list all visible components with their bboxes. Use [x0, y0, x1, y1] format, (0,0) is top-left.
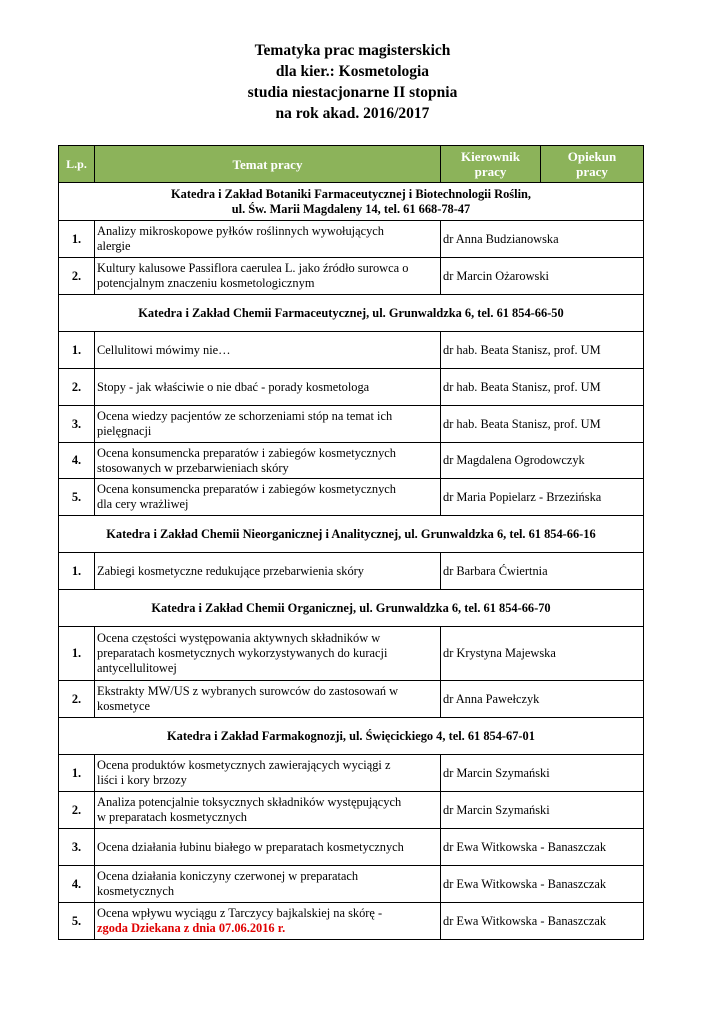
- row-number: 2.: [59, 681, 95, 718]
- department-name-line: Katedra i Zakład Farmakognozji, ul. Święcickiego 4, tel. 61 854-67-01: [167, 728, 535, 743]
- supervisor-cell: dr Marcin Szymański: [441, 792, 644, 829]
- department-row: [59, 516, 644, 553]
- table-row: [59, 443, 644, 479]
- topics-table: [58, 145, 644, 940]
- row-number: 3.: [59, 829, 95, 866]
- topic-line: Cellulitowi mówimy nie…: [97, 342, 231, 357]
- topic-cell: [95, 443, 441, 479]
- table-row: [59, 755, 644, 792]
- topic-line: Ocena konsumencka preparatów i zabiegów kosmetycznych: [97, 445, 396, 460]
- supervisor-cell: dr Krystyna Majewska: [441, 627, 644, 681]
- topic-line: Ocena wpływu wyciągu z Tarczycy bajkalskiej na skórę -: [97, 906, 383, 920]
- supervisor-cell: dr Maria Popielarz - Brzezińska: [441, 479, 644, 516]
- topic-line: dla cery wrażliwej: [97, 497, 189, 511]
- table-row: [59, 369, 644, 406]
- topic-line: stosowanych w przebarwieniach skóry: [97, 460, 289, 475]
- row-number: 2.: [59, 369, 95, 406]
- department-row: [59, 718, 644, 755]
- topic-line: Analiza potencjalnie toksycznych składników występujących: [97, 795, 402, 809]
- header-lp: L.p.: [59, 146, 95, 183]
- topic-line: Stopy - jak właściwie o nie dbać - porady kosmetologa: [97, 379, 370, 394]
- topic-line: Ocena konsumencka preparatów i zabiegów kosmetycznych: [97, 482, 396, 496]
- department-name-line: Katedra i Zakład Botaniki Farmaceutycznej i Biotechnologii Roślin,: [170, 186, 531, 201]
- title-line: dla kier.: Kosmetologia: [275, 63, 430, 80]
- row-number: 3.: [59, 406, 95, 443]
- topic-line: Analizy mikroskopowe pyłków roślinnych wywołujących: [97, 224, 384, 238]
- topic-line: Ocena częstości występowania aktywnych składników w: [97, 631, 381, 645]
- supervisor-cell: dr Anna Budzianowska: [441, 221, 644, 258]
- header-tutor-line: Opiekun: [567, 149, 617, 164]
- topic-cell: [95, 755, 441, 792]
- table-row: [59, 792, 644, 829]
- department-cell: [59, 516, 644, 553]
- topic-cell: [95, 369, 441, 406]
- title-line: Tematyka prac magisterskich: [254, 42, 451, 59]
- table-row: [59, 681, 644, 718]
- row-number: 1.: [59, 627, 95, 681]
- department-cell: [59, 718, 644, 755]
- department-row: [59, 295, 644, 332]
- topic-line: pielęgnacji: [97, 424, 152, 438]
- header-supervisor-line: pracy: [474, 164, 507, 179]
- topic-line: kosmetycznych: [97, 884, 175, 898]
- header-tutor-line: pracy: [576, 164, 608, 179]
- topic-line: kosmetyce: [97, 699, 150, 713]
- topic-cell: [95, 792, 441, 829]
- supervisor-cell: dr hab. Beata Stanisz, prof. UM: [441, 406, 644, 443]
- topic-cell: [95, 553, 441, 590]
- department-row: [59, 590, 644, 627]
- table-row: [59, 332, 644, 369]
- topic-line: Kultury kalusowe Passiflora caerulea L. jako źródło surowca o: [97, 261, 409, 275]
- row-number: 1.: [59, 221, 95, 258]
- topic-line: Ocena działania koniczyny czerwonej w preparatach: [97, 869, 359, 883]
- title-line: na rok akad. 2016/2017: [275, 105, 430, 122]
- topic-line: preparatach kosmetycznych wykorzystywanych do kuracji: [97, 646, 388, 660]
- topic-cell: [95, 221, 441, 258]
- department-row: [59, 183, 644, 221]
- table-row: [59, 406, 644, 443]
- row-number: 1.: [59, 755, 95, 792]
- department-cell: [59, 295, 644, 332]
- document-title: [0, 40, 705, 124]
- department-cell: [59, 183, 644, 221]
- supervisor-cell: dr Barbara Ćwiertnia: [441, 553, 644, 590]
- row-number: 2.: [59, 792, 95, 829]
- topic-cell: [95, 627, 441, 681]
- topic-line: potencjalnym znaczeniu kosmetologicznym: [97, 276, 315, 290]
- topic-cell: [95, 258, 441, 295]
- row-number: 5.: [59, 479, 95, 516]
- row-number: 1.: [59, 332, 95, 369]
- table-row: [59, 866, 644, 903]
- header-supervisor: [441, 146, 541, 183]
- supervisor-cell: dr hab. Beata Stanisz, prof. UM: [441, 369, 644, 406]
- topic-cell: [95, 332, 441, 369]
- topic-cell: [95, 406, 441, 443]
- supervisor-cell: dr Marcin Ożarowski: [441, 258, 644, 295]
- topic-line: Ocena produktów kosmetycznych zawierających wyciągi z: [97, 758, 391, 772]
- row-number: 5.: [59, 903, 95, 940]
- header-topic: Temat pracy: [95, 146, 441, 183]
- topic-line: Ocena działania łubinu białego w preparatach kosmetycznych: [97, 839, 404, 854]
- table-header-row: [59, 146, 644, 183]
- department-cell: [59, 590, 644, 627]
- topic-line: Zabiegi kosmetyczne redukujące przebarwienia skóry: [97, 563, 364, 578]
- row-number: 4.: [59, 443, 95, 479]
- department-name-line: Katedra i Zakład Chemii Nieorganicznej i Analitycznej, ul. Grunwaldzka 6, tel. 61 854-66-16: [106, 526, 596, 541]
- topic-cell: [95, 479, 441, 516]
- topic-line: w preparatach kosmetycznych: [97, 810, 247, 824]
- topic-line: antycellulitowej: [97, 661, 177, 675]
- table-row: [59, 221, 644, 258]
- row-number: 2.: [59, 258, 95, 295]
- supervisor-cell: dr Magdalena Ogrodowczyk: [441, 443, 644, 479]
- table-row: [59, 903, 644, 940]
- supervisor-cell: dr Marcin Szymański: [441, 755, 644, 792]
- dean-approval-note: zgoda Dziekana z dnia 07.06.2016 r.: [97, 921, 286, 935]
- header-supervisor-line: Kierownik: [461, 149, 520, 164]
- table-row: [59, 829, 644, 866]
- header-tutor: [541, 146, 644, 183]
- topic-line: alergie: [97, 239, 131, 253]
- supervisor-cell: dr Anna Pawełczyk: [441, 681, 644, 718]
- table-row: [59, 553, 644, 590]
- supervisor-cell: dr Ewa Witkowska - Banaszczak: [441, 866, 644, 903]
- supervisor-cell: dr Ewa Witkowska - Banaszczak: [441, 829, 644, 866]
- row-number: 4.: [59, 866, 95, 903]
- topic-line: Ekstrakty MW/US z wybranych surowców do zastosowań w: [97, 684, 399, 698]
- title-line: studia niestacjonarne II stopnia: [247, 84, 458, 101]
- supervisor-cell: dr hab. Beata Stanisz, prof. UM: [441, 332, 644, 369]
- topic-line: liści i kory brzozy: [97, 773, 187, 787]
- topic-line: Ocena wiedzy pacjentów ze schorzeniami stóp na temat ich: [97, 409, 393, 423]
- table-row: [59, 627, 644, 681]
- department-name-line: Katedra i Zakład Chemii Organicznej, ul. Grunwaldzka 6, tel. 61 854-66-70: [151, 600, 551, 615]
- table-row: [59, 258, 644, 295]
- department-name-line: ul. Św. Marii Magdaleny 14, tel. 61 668-78-47: [231, 201, 471, 216]
- topic-cell: [95, 903, 441, 940]
- row-number: 1.: [59, 553, 95, 590]
- topic-cell: [95, 866, 441, 903]
- department-name-line: Katedra i Zakład Chemii Farmaceutycznej, ul. Grunwaldzka 6, tel. 61 854-66-50: [138, 305, 564, 320]
- topic-cell: [95, 681, 441, 718]
- table-row: [59, 479, 644, 516]
- topic-cell: [95, 829, 441, 866]
- supervisor-cell: dr Ewa Witkowska - Banaszczak: [441, 903, 644, 940]
